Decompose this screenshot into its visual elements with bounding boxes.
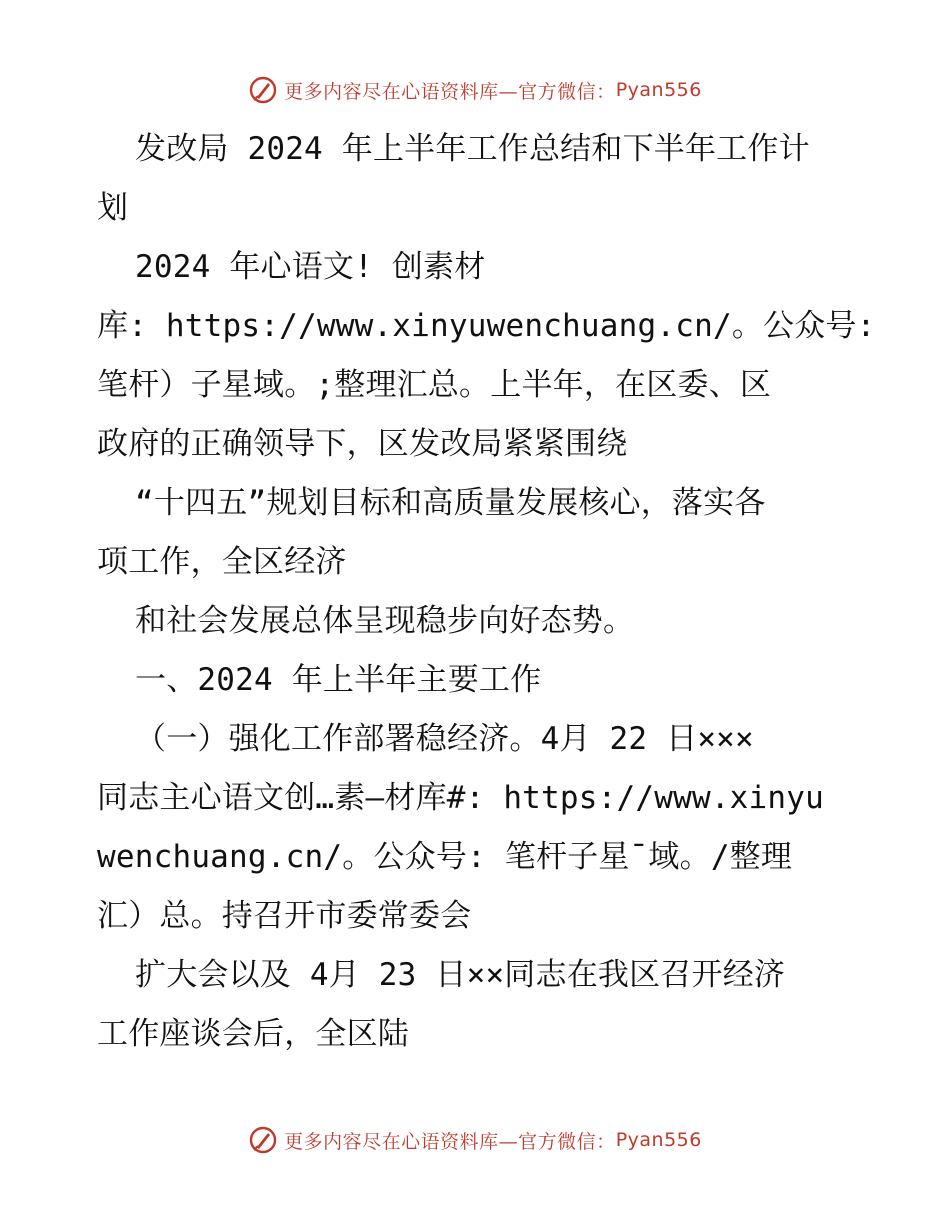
document-title-line-2: 划: [97, 190, 129, 226]
quill-pen-logo-icon: [248, 75, 278, 105]
document-line: 笔杆）子星域。;整理汇总。上半年，在区委、区: [97, 367, 772, 403]
document-line: 工作座谈会后，全区陆: [97, 1016, 409, 1052]
document-line: 扩大会以及 4月 23 日××同志在我区召开经济: [135, 957, 786, 993]
document-line: 库: https://www.xinyuwenchuang.cn/。公众号:: [97, 308, 876, 344]
header-banner: [0, 72, 950, 108]
document-line: 2024 年心语文! 创素材: [135, 249, 486, 285]
footer-wechat-id: Pyan556: [615, 1129, 702, 1151]
quill-pen-logo-icon: [248, 1125, 278, 1155]
document-title-line-1: 发改局 2024 年上半年工作总结和下半年工作计: [135, 131, 810, 167]
footer-separator-text: —官方微信：: [498, 1130, 616, 1153]
footer-brand-text: 更多内容尽在心语资料库: [284, 1130, 499, 1153]
document-body: [97, 120, 876, 1064]
header-wechat-id: Pyan556: [615, 79, 702, 101]
document-line: wenchuang.cn/。公众号: 笔杆子星¯域。/整理: [97, 839, 793, 875]
document-line: 同志主心语文创…素—材库#: https://www.xinyu: [97, 780, 824, 816]
document-line: “十四五”规划目标和高质量发展核心，落实各: [135, 485, 766, 521]
section-heading: 一、2024 年上半年主要工作: [135, 662, 542, 698]
document-line: 和社会发展总体呈现稳步向好态势。: [135, 603, 635, 639]
header-brand-text: 更多内容尽在心语资料库: [284, 80, 499, 103]
footer-banner: [0, 1122, 950, 1158]
document-line: 项工作，全区经济: [97, 544, 347, 580]
document-line: 汇）总。持召开市委常委会: [97, 898, 472, 934]
subsection-heading: （一）强化工作部署稳经济。4月 22 日×××: [135, 721, 754, 757]
header-separator-text: —官方微信：: [498, 80, 616, 103]
document-line: 政府的正确领导下，区发改局紧紧围绕: [97, 426, 628, 462]
